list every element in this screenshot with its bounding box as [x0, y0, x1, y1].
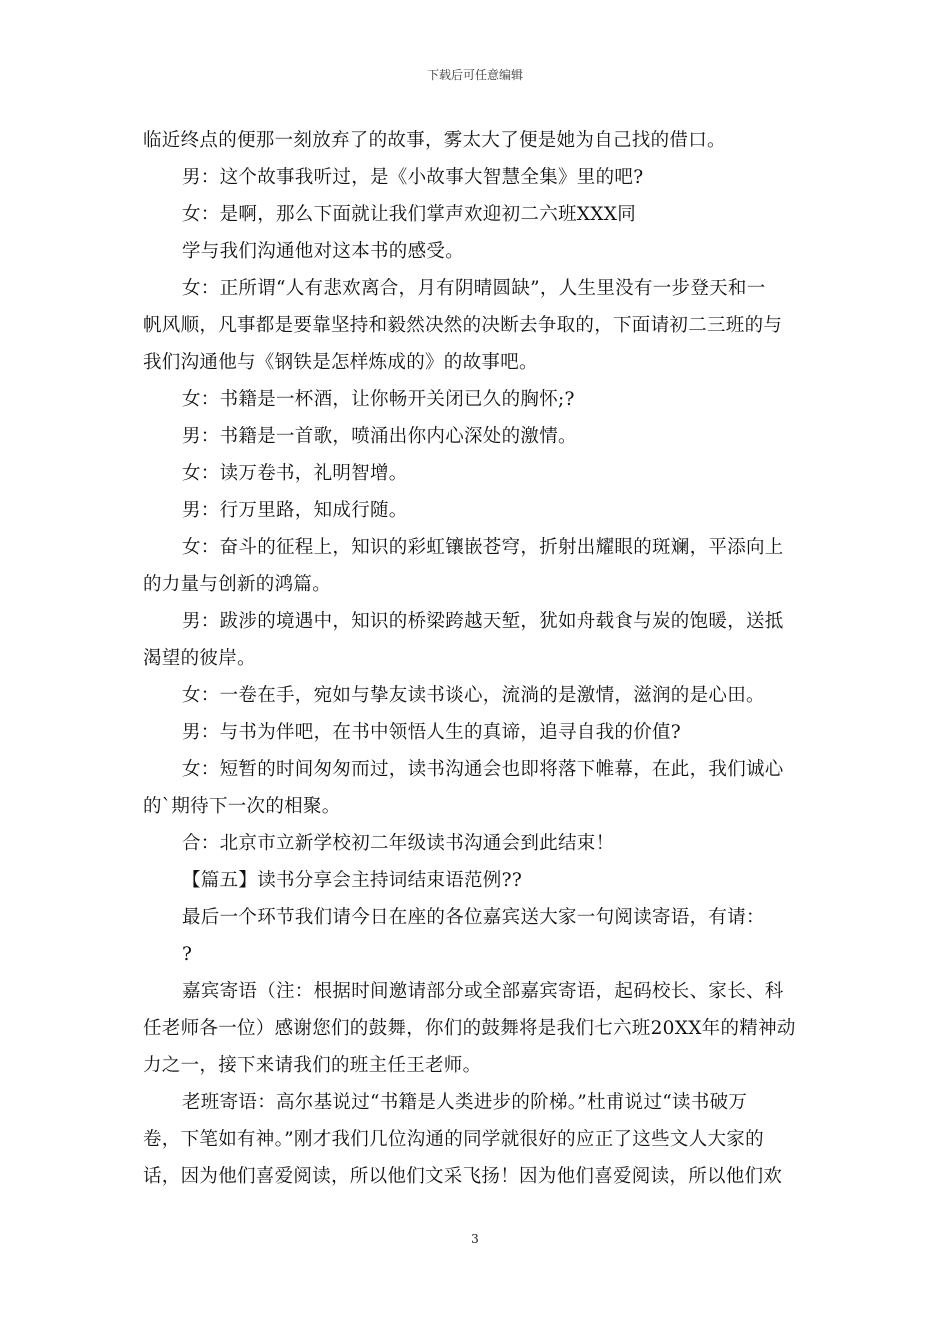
- text-line: 女：是啊，那么下面就让我们掌声欢迎初二六班XXX同: [182, 204, 637, 225]
- text-line: 女：书籍是一杯酒，让你畅开关闭已久的胸怀;?: [182, 389, 575, 410]
- text-line: 卷，下笔如有神。”刚才我们几位沟通的同学就很好的应正了这些文人大家的: [143, 1129, 764, 1150]
- text-line: 男：跋涉的境遇中，知识的桥梁跨越天堑，犹如舟载食与炭的饱暖，送抵: [182, 611, 784, 632]
- text-line: 学与我们沟通他对这本书的感受。: [182, 241, 465, 262]
- page-header: 下载后可任意编辑: [426, 68, 523, 82]
- text-line: 渴望的彼岸。: [143, 648, 256, 669]
- text-line: 男：书籍是一首歌，喷涌出你内心深处的激情。: [182, 426, 577, 447]
- text-line: 我们沟通他与《钢铁是怎样炼成的》的故事吧。: [143, 352, 538, 373]
- text-line: ?: [182, 944, 193, 965]
- text-line: 的力量与创新的鸿篇。: [143, 574, 332, 595]
- text-line: 任老师各一位）感谢您们的鼓舞，你们的鼓舞将是我们七六班20XX年的精神动: [143, 1018, 796, 1039]
- text-line: 嘉宾寄语（注：根据时间邀请部分或全部嘉宾寄语，起码校长、家长、科: [182, 981, 784, 1002]
- text-line: 男：与书为伴吧，在书中领悟人生的真谛，追寻自我的价值?: [182, 722, 682, 743]
- text-line: 【篇五】读书分享会主持词结束语范例??: [182, 870, 523, 891]
- text-line: 女：奋斗的征程上，知识的彩虹镶嵌苍穹，折射出耀眼的斑斓，平添向上: [182, 537, 784, 558]
- text-line: 男：行万里路，知成行随。: [182, 500, 408, 521]
- text-line: 女：一卷在手，宛如与挚友读书谈心，流淌的是激情，滋润的是心田。: [182, 685, 765, 706]
- text-line: 临近终点的便那一刻放弃了的故事，雾太大了便是她为自己找的借口。: [143, 130, 726, 151]
- text-line: 帆风顺，凡事都是要靠坚持和毅然决然的决断去争取的，下面请初二三班的与: [143, 315, 783, 336]
- text-line: 合：北京市立新学校初二年级读书沟通会到此结束！: [182, 833, 615, 854]
- text-line: 最后一个环节我们请今日在座的各位嘉宾送大家一句阅读寄语，有请：: [182, 907, 765, 928]
- text-line: 女：读万卷书，礼明智增。: [182, 463, 408, 484]
- text-line: 女：短暂的时间匆匆而过，读书沟通会也即将落下帷幕，在此，我们诚心: [182, 759, 784, 780]
- page-number: 3: [471, 1232, 479, 1246]
- text-line: 力之一，接下来请我们的班主任王老师。: [143, 1055, 482, 1076]
- text-line: 话，因为他们喜爱阅读，所以他们文采飞扬！因为他们喜爱阅读，所以他们欢: [143, 1166, 783, 1187]
- text-line: 老班寄语：高尔基说过“书籍是人类进步的阶梯。”杜甫说过“读书破万: [182, 1092, 748, 1113]
- text-line: 男：这个故事我听过，是《小故事大智慧全集》里的吧?: [182, 167, 644, 188]
- text-line: 的`期待下一次的相聚。: [143, 796, 341, 817]
- text-line: 女：正所谓“人有悲欢离合，月有阴晴圆缺”，人生里没有一步登天和一: [182, 278, 766, 299]
- document-body: [143, 122, 808, 1195]
